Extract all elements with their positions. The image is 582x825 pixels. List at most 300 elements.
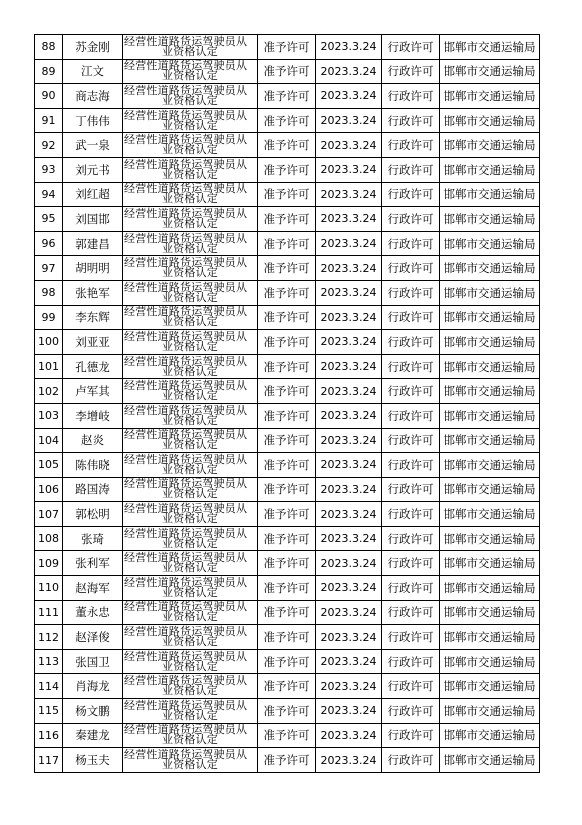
- row-number: 109: [35, 551, 63, 576]
- decision-date: 2023.3.24: [316, 576, 382, 601]
- permit-item-line1: 经营性道路货运驾驶员从: [124, 551, 248, 565]
- issuing-agency: 邯郸市交通运输局: [440, 576, 540, 601]
- decision-date: 2023.3.24: [316, 354, 382, 379]
- decision-date: 2023.3.24: [316, 748, 382, 773]
- permit-item-line2: 业资格认定: [162, 438, 218, 452]
- decision-date: 2023.3.24: [316, 280, 382, 305]
- person-name: 刘国邯: [63, 207, 123, 232]
- permit-item: [123, 354, 258, 379]
- person-name: 武一泉: [63, 133, 123, 158]
- person-name: 张琦: [63, 526, 123, 551]
- row-number: 88: [35, 35, 63, 60]
- issuing-agency: 邯郸市交通运输局: [440, 502, 540, 527]
- permit-item: [123, 600, 258, 625]
- permit-item-line2: 业资格认定: [162, 290, 218, 304]
- decision-type: 准予许可: [258, 576, 316, 601]
- permit-category: 行政许可: [382, 526, 440, 551]
- issuing-agency: 邯郸市交通运输局: [440, 379, 540, 404]
- permit-item-line1: 经营性道路货运驾驶员从: [124, 649, 248, 663]
- permit-item: [123, 330, 258, 355]
- permit-item-line2: 业资格认定: [162, 241, 218, 255]
- decision-type: 准予许可: [258, 699, 316, 724]
- row-number: 99: [35, 305, 63, 330]
- decision-type: 准予许可: [258, 59, 316, 84]
- decision-type: 准予许可: [258, 625, 316, 650]
- decision-date: 2023.3.24: [316, 403, 382, 428]
- table-row: [35, 207, 540, 232]
- decision-date: 2023.3.24: [316, 453, 382, 478]
- permit-category: 行政许可: [382, 403, 440, 428]
- decision-date: 2023.3.24: [316, 600, 382, 625]
- person-name: 杨文鹏: [63, 699, 123, 724]
- permit-item-line1: 经营性道路货运驾驶员从: [124, 379, 248, 393]
- permit-item: [123, 256, 258, 281]
- table-row: [35, 526, 540, 551]
- issuing-agency: 邯郸市交通运输局: [440, 231, 540, 256]
- decision-type: 准予许可: [258, 256, 316, 281]
- permit-item-line2: 业资格认定: [162, 610, 218, 624]
- permit-item: [123, 157, 258, 182]
- person-name: 李东辉: [63, 305, 123, 330]
- issuing-agency: 邯郸市交通运输局: [440, 108, 540, 133]
- person-name: 李增岐: [63, 403, 123, 428]
- permit-item-line2: 业资格认定: [162, 167, 218, 181]
- table-row: [35, 182, 540, 207]
- decision-type: 准予许可: [258, 35, 316, 60]
- table-row: [35, 428, 540, 453]
- issuing-agency: 邯郸市交通运输局: [440, 84, 540, 109]
- person-name: 肖海龙: [63, 674, 123, 699]
- permit-item-line1: 经营性道路货运驾驶员从: [124, 625, 248, 639]
- row-number: 108: [35, 526, 63, 551]
- table-row: [35, 576, 540, 601]
- person-name: 商志海: [63, 84, 123, 109]
- decision-type: 准予许可: [258, 477, 316, 502]
- permit-category: 行政许可: [382, 748, 440, 773]
- permit-item: [123, 477, 258, 502]
- permit-item: [123, 133, 258, 158]
- table-row: [35, 84, 540, 109]
- permit-item-line1: 经营性道路货运驾驶员从: [124, 428, 248, 442]
- permit-item: [123, 403, 258, 428]
- row-number: 103: [35, 403, 63, 428]
- permit-category: 行政许可: [382, 477, 440, 502]
- decision-date: 2023.3.24: [316, 502, 382, 527]
- decision-date: 2023.3.24: [316, 35, 382, 60]
- decision-type: 准予许可: [258, 600, 316, 625]
- decision-type: 准予许可: [258, 649, 316, 674]
- permit-item: [123, 84, 258, 109]
- table-row: [35, 256, 540, 281]
- decision-type: 准予许可: [258, 305, 316, 330]
- permit-item-line2: 业资格认定: [162, 339, 218, 353]
- row-number: 98: [35, 280, 63, 305]
- decision-type: 准予许可: [258, 379, 316, 404]
- permit-category: 行政许可: [382, 674, 440, 699]
- permit-item-line1: 经营性道路货运驾驶员从: [124, 502, 248, 516]
- decision-type: 准予许可: [258, 108, 316, 133]
- permit-category: 行政许可: [382, 723, 440, 748]
- decision-date: 2023.3.24: [316, 256, 382, 281]
- permit-item-line2: 业资格认定: [162, 635, 218, 649]
- issuing-agency: 邯郸市交通运输局: [440, 280, 540, 305]
- permit-item-line1: 经营性道路货运驾驶员从: [124, 182, 248, 196]
- decision-type: 准予许可: [258, 157, 316, 182]
- permit-item: [123, 748, 258, 773]
- row-number: 104: [35, 428, 63, 453]
- permit-item-line1: 经营性道路货运驾驶员从: [124, 305, 248, 319]
- permit-item-line1: 经营性道路货运驾驶员从: [124, 723, 248, 737]
- person-name: 刘元书: [63, 157, 123, 182]
- permit-item-line2: 业资格认定: [162, 413, 218, 427]
- issuing-agency: 邯郸市交通运输局: [440, 649, 540, 674]
- issuing-agency: 邯郸市交通运输局: [440, 625, 540, 650]
- decision-date: 2023.3.24: [316, 207, 382, 232]
- permit-item-line1: 经营性道路货运驾驶员从: [124, 526, 248, 540]
- decision-date: 2023.3.24: [316, 379, 382, 404]
- issuing-agency: 邯郸市交通运输局: [440, 748, 540, 773]
- permit-item-line1: 经营性道路货运驾驶员从: [124, 403, 248, 417]
- person-name: 陈伟晓: [63, 453, 123, 478]
- issuing-agency: 邯郸市交通运输局: [440, 207, 540, 232]
- decision-type: 准予许可: [258, 84, 316, 109]
- permit-item-line2: 业资格认定: [162, 315, 218, 329]
- decision-date: 2023.3.24: [316, 157, 382, 182]
- permit-item: [123, 207, 258, 232]
- decision-date: 2023.3.24: [316, 674, 382, 699]
- issuing-agency: 邯郸市交通运输局: [440, 330, 540, 355]
- decision-date: 2023.3.24: [316, 428, 382, 453]
- permit-item-line2: 业资格认定: [162, 708, 218, 722]
- permit-item: [123, 576, 258, 601]
- issuing-agency: 邯郸市交通运输局: [440, 551, 540, 576]
- permit-item-line1: 经营性道路货运驾驶员从: [124, 34, 248, 48]
- permit-item: [123, 280, 258, 305]
- permit-item-line1: 经营性道路货运驾驶员从: [124, 477, 248, 491]
- table-row: [35, 502, 540, 527]
- decision-type: 准予许可: [258, 526, 316, 551]
- row-number: 97: [35, 256, 63, 281]
- permit-item-line2: 业资格认定: [162, 659, 218, 673]
- permit-item-line1: 经营性道路货运驾驶员从: [124, 231, 248, 245]
- permit-item-line1: 经营性道路货运驾驶员从: [124, 354, 248, 368]
- decision-type: 准予许可: [258, 674, 316, 699]
- decision-date: 2023.3.24: [316, 477, 382, 502]
- permit-item-line2: 业资格认定: [162, 512, 218, 526]
- person-name: 张利军: [63, 551, 123, 576]
- permit-item-line1: 经营性道路货运驾驶员从: [124, 256, 248, 270]
- permit-item-line2: 业资格认定: [162, 758, 218, 772]
- permit-item: [123, 625, 258, 650]
- issuing-agency: 邯郸市交通运输局: [440, 305, 540, 330]
- table-row: [35, 330, 540, 355]
- permit-item: [123, 502, 258, 527]
- permit-item-line1: 经营性道路货运驾驶员从: [124, 674, 248, 688]
- table-row: [35, 35, 540, 60]
- permit-item-line2: 业资格认定: [162, 364, 218, 378]
- permit-item-line1: 经营性道路货运驾驶员从: [124, 108, 248, 122]
- permit-category: 行政许可: [382, 453, 440, 478]
- decision-date: 2023.3.24: [316, 526, 382, 551]
- decision-date: 2023.3.24: [316, 182, 382, 207]
- permit-item-line2: 业资格认定: [162, 585, 218, 599]
- permit-item-line1: 经营性道路货运驾驶员从: [124, 698, 248, 712]
- permit-category: 行政许可: [382, 379, 440, 404]
- person-name: 张艳军: [63, 280, 123, 305]
- permit-item: [123, 551, 258, 576]
- permit-item-line2: 业资格认定: [162, 69, 218, 83]
- person-name: 赵炎: [63, 428, 123, 453]
- issuing-agency: 邯郸市交通运输局: [440, 723, 540, 748]
- permit-category: 行政许可: [382, 280, 440, 305]
- table-row: [35, 379, 540, 404]
- row-number: 93: [35, 157, 63, 182]
- permit-item-line1: 经营性道路货运驾驶员从: [124, 600, 248, 614]
- table-row: [35, 280, 540, 305]
- row-number: 112: [35, 625, 63, 650]
- decision-date: 2023.3.24: [316, 723, 382, 748]
- permit-item-line2: 业资格认定: [162, 118, 218, 132]
- permit-category: 行政许可: [382, 354, 440, 379]
- permit-item: [123, 674, 258, 699]
- decision-type: 准予许可: [258, 182, 316, 207]
- row-number: 102: [35, 379, 63, 404]
- permit-item-line1: 经营性道路货运驾驶员从: [124, 83, 248, 97]
- person-name: 苏金刚: [63, 35, 123, 60]
- decision-type: 准予许可: [258, 748, 316, 773]
- permit-item-line2: 业资格认定: [162, 487, 218, 501]
- issuing-agency: 邯郸市交通运输局: [440, 699, 540, 724]
- permit-item-line1: 经营性道路货运驾驶员从: [124, 575, 248, 589]
- decision-type: 准予许可: [258, 231, 316, 256]
- person-name: 孔德龙: [63, 354, 123, 379]
- permit-item-line1: 经营性道路货运驾驶员从: [124, 206, 248, 220]
- permit-item: [123, 699, 258, 724]
- decision-type: 准予许可: [258, 354, 316, 379]
- decision-date: 2023.3.24: [316, 649, 382, 674]
- permit-category: 行政许可: [382, 182, 440, 207]
- decision-type: 准予许可: [258, 551, 316, 576]
- table-row: [35, 403, 540, 428]
- permit-item: [123, 35, 258, 60]
- table-row: [35, 477, 540, 502]
- permit-category: 行政许可: [382, 35, 440, 60]
- decision-date: 2023.3.24: [316, 699, 382, 724]
- decision-type: 准予许可: [258, 428, 316, 453]
- decision-type: 准予许可: [258, 723, 316, 748]
- table-row: [35, 453, 540, 478]
- permit-item-line2: 业资格认定: [162, 93, 218, 107]
- issuing-agency: 邯郸市交通运输局: [440, 600, 540, 625]
- permit-item-line1: 经营性道路货运驾驶员从: [124, 329, 248, 343]
- permit-item-line2: 业资格认定: [162, 536, 218, 550]
- permit-category: 行政许可: [382, 231, 440, 256]
- table-row: [35, 649, 540, 674]
- table-row: [35, 157, 540, 182]
- permit-category: 行政许可: [382, 305, 440, 330]
- permit-table: [34, 34, 540, 773]
- permit-category: 行政许可: [382, 502, 440, 527]
- issuing-agency: 邯郸市交通运输局: [440, 526, 540, 551]
- permit-item: [123, 231, 258, 256]
- row-number: 91: [35, 108, 63, 133]
- person-name: 董永忠: [63, 600, 123, 625]
- table-row: [35, 133, 540, 158]
- decision-type: 准予许可: [258, 207, 316, 232]
- decision-type: 准予许可: [258, 453, 316, 478]
- permit-item-line1: 经营性道路货运驾驶员从: [124, 157, 248, 171]
- row-number: 117: [35, 748, 63, 773]
- permit-category: 行政许可: [382, 256, 440, 281]
- permit-category: 行政许可: [382, 551, 440, 576]
- person-name: 郭松明: [63, 502, 123, 527]
- decision-type: 准予许可: [258, 403, 316, 428]
- permit-category: 行政许可: [382, 133, 440, 158]
- permit-item-line2: 业资格认定: [162, 216, 218, 230]
- row-number: 101: [35, 354, 63, 379]
- permit-item: [123, 723, 258, 748]
- table-row: [35, 354, 540, 379]
- permit-category: 行政许可: [382, 157, 440, 182]
- permit-item-line2: 业资格认定: [162, 266, 218, 280]
- decision-date: 2023.3.24: [316, 59, 382, 84]
- permit-item: [123, 182, 258, 207]
- row-number: 113: [35, 649, 63, 674]
- decision-date: 2023.3.24: [316, 625, 382, 650]
- permit-category: 行政许可: [382, 699, 440, 724]
- permit-category: 行政许可: [382, 600, 440, 625]
- permit-category: 行政许可: [382, 576, 440, 601]
- permit-item: [123, 305, 258, 330]
- row-number: 116: [35, 723, 63, 748]
- row-number: 95: [35, 207, 63, 232]
- permit-item-line2: 业资格认定: [162, 684, 218, 698]
- permit-item: [123, 428, 258, 453]
- issuing-agency: 邯郸市交通运输局: [440, 133, 540, 158]
- permit-category: 行政许可: [382, 207, 440, 232]
- person-name: 秦建龙: [63, 723, 123, 748]
- issuing-agency: 邯郸市交通运输局: [440, 354, 540, 379]
- row-number: 89: [35, 59, 63, 84]
- row-number: 92: [35, 133, 63, 158]
- person-name: 胡明明: [63, 256, 123, 281]
- permit-item: [123, 649, 258, 674]
- person-name: 杨玉夫: [63, 748, 123, 773]
- issuing-agency: 邯郸市交通运输局: [440, 182, 540, 207]
- decision-date: 2023.3.24: [316, 133, 382, 158]
- table-body: [35, 35, 540, 773]
- permit-category: 行政许可: [382, 108, 440, 133]
- issuing-agency: 邯郸市交通运输局: [440, 477, 540, 502]
- permit-item-line2: 业资格认定: [162, 44, 218, 58]
- row-number: 115: [35, 699, 63, 724]
- person-name: 刘亚亚: [63, 330, 123, 355]
- decision-date: 2023.3.24: [316, 305, 382, 330]
- permit-category: 行政许可: [382, 330, 440, 355]
- person-name: 张国卫: [63, 649, 123, 674]
- table-row: [35, 674, 540, 699]
- permit-item: [123, 59, 258, 84]
- issuing-agency: 邯郸市交通运输局: [440, 674, 540, 699]
- decision-date: 2023.3.24: [316, 84, 382, 109]
- person-name: 赵海军: [63, 576, 123, 601]
- permit-category: 行政许可: [382, 84, 440, 109]
- permit-category: 行政许可: [382, 59, 440, 84]
- permit-item-line2: 业资格认定: [162, 733, 218, 747]
- issuing-agency: 邯郸市交通运输局: [440, 59, 540, 84]
- row-number: 105: [35, 453, 63, 478]
- decision-date: 2023.3.24: [316, 551, 382, 576]
- person-name: 丁伟伟: [63, 108, 123, 133]
- issuing-agency: 邯郸市交通运输局: [440, 157, 540, 182]
- person-name: 刘红超: [63, 182, 123, 207]
- row-number: 107: [35, 502, 63, 527]
- permit-item-line2: 业资格认定: [162, 192, 218, 206]
- permit-item: [123, 453, 258, 478]
- decision-date: 2023.3.24: [316, 231, 382, 256]
- table-row: [35, 723, 540, 748]
- person-name: 郭建昌: [63, 231, 123, 256]
- table-row: [35, 108, 540, 133]
- table-row: [35, 305, 540, 330]
- permit-category: 行政许可: [382, 625, 440, 650]
- permit-item-line1: 经营性道路货运驾驶员从: [124, 133, 248, 147]
- table-row: [35, 551, 540, 576]
- permit-item-line2: 业资格认定: [162, 561, 218, 575]
- decision-date: 2023.3.24: [316, 330, 382, 355]
- row-number: 90: [35, 84, 63, 109]
- decision-type: 准予许可: [258, 502, 316, 527]
- permit-item: [123, 379, 258, 404]
- permit-item-line1: 经营性道路货运驾驶员从: [124, 59, 248, 73]
- permit-item: [123, 526, 258, 551]
- row-number: 100: [35, 330, 63, 355]
- decision-date: 2023.3.24: [316, 108, 382, 133]
- row-number: 94: [35, 182, 63, 207]
- permit-item-line2: 业资格认定: [162, 143, 218, 157]
- row-number: 110: [35, 576, 63, 601]
- row-number: 106: [35, 477, 63, 502]
- issuing-agency: 邯郸市交通运输局: [440, 428, 540, 453]
- person-name: 卢军其: [63, 379, 123, 404]
- table-row: [35, 600, 540, 625]
- issuing-agency: 邯郸市交通运输局: [440, 256, 540, 281]
- issuing-agency: 邯郸市交通运输局: [440, 35, 540, 60]
- permit-item-line1: 经营性道路货运驾驶员从: [124, 280, 248, 294]
- person-name: 路国涛: [63, 477, 123, 502]
- row-number: 114: [35, 674, 63, 699]
- table-row: [35, 625, 540, 650]
- table-row: [35, 699, 540, 724]
- person-name: 江文: [63, 59, 123, 84]
- issuing-agency: 邯郸市交通运输局: [440, 453, 540, 478]
- permit-category: 行政许可: [382, 649, 440, 674]
- row-number: 96: [35, 231, 63, 256]
- decision-type: 准予许可: [258, 133, 316, 158]
- row-number: 111: [35, 600, 63, 625]
- permit-item-line1: 经营性道路货运驾驶员从: [124, 452, 248, 466]
- permit-item-line2: 业资格认定: [162, 389, 218, 403]
- table-row: [35, 748, 540, 773]
- permit-item: [123, 108, 258, 133]
- table-row: [35, 231, 540, 256]
- issuing-agency: 邯郸市交通运输局: [440, 403, 540, 428]
- permit-item-line2: 业资格认定: [162, 462, 218, 476]
- decision-type: 准予许可: [258, 330, 316, 355]
- person-name: 赵泽俊: [63, 625, 123, 650]
- permit-category: 行政许可: [382, 428, 440, 453]
- decision-type: 准予许可: [258, 280, 316, 305]
